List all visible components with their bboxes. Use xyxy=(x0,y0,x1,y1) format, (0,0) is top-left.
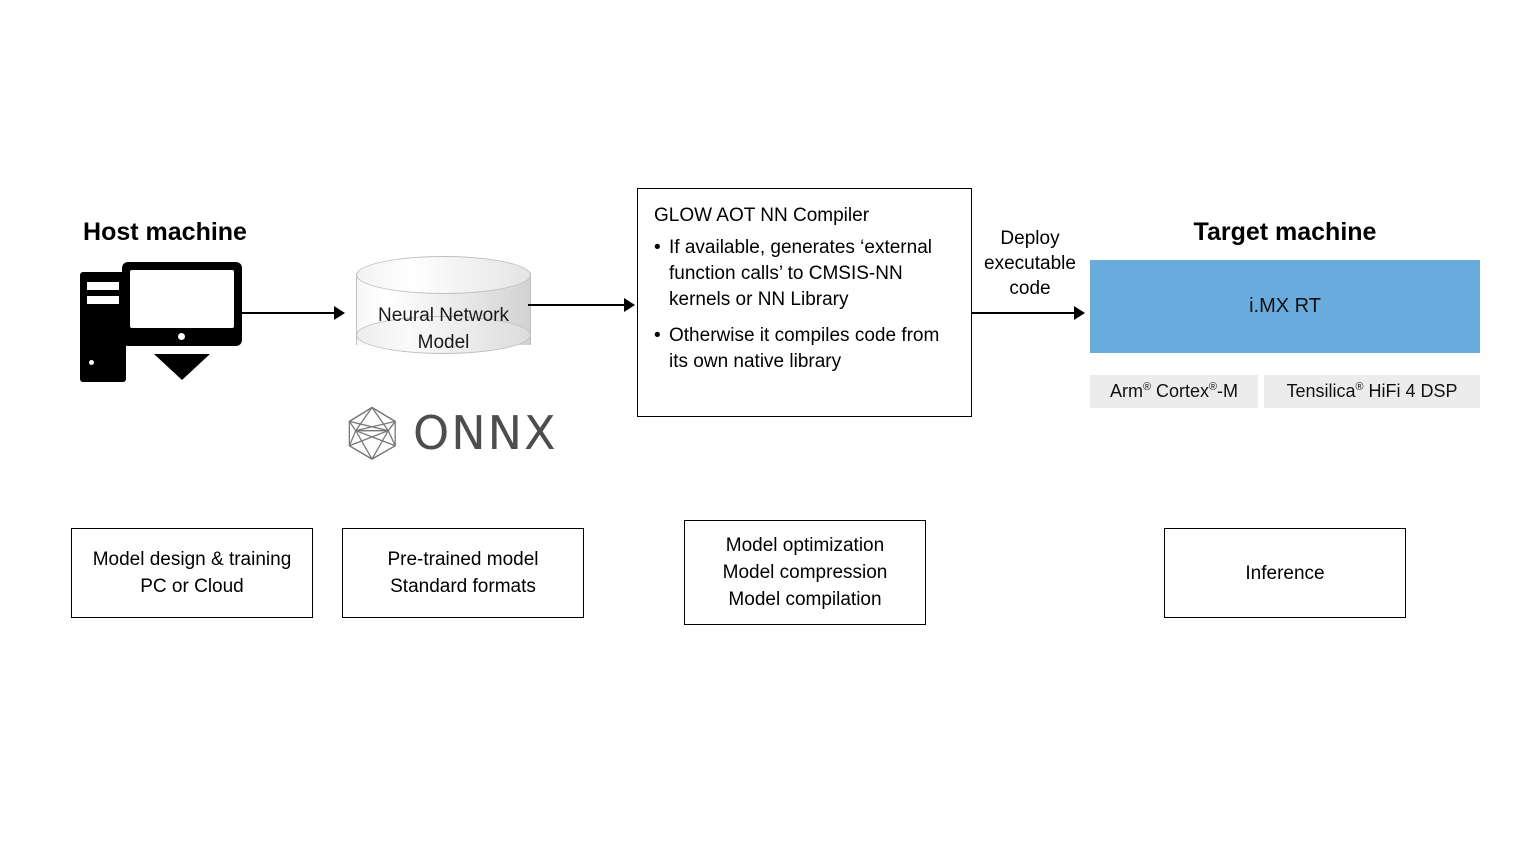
host-machine-heading: Host machine xyxy=(83,218,247,246)
model-label-line2: Model xyxy=(417,332,470,353)
arrow-host-to-model xyxy=(240,305,350,321)
compiler-bullet-item: • If available, generates ‘external function calls’ to CMSIS-NN kernels or NN Library xyxy=(654,235,955,313)
onnx-wordmark: ONNX xyxy=(413,406,558,460)
chip-arm-cortex-m-label: Arm® Cortex®-M xyxy=(1110,381,1238,401)
deploy-label-line2: executable xyxy=(984,253,1076,274)
onnx-polyhedron-icon xyxy=(343,404,401,462)
chip-tensilica-hifi4-dsp-label: Tensilica® HiFi 4 DSP xyxy=(1286,381,1458,401)
compiler-bullet-item: • Otherwise it compiles code from its own native library xyxy=(654,323,955,375)
deploy-arrow-label xyxy=(965,226,1095,301)
neural-network-model-store xyxy=(356,256,531,361)
arrow-compiler-to-target xyxy=(972,305,1092,321)
stage-box-model-optimization xyxy=(684,520,926,625)
deploy-label-line3: code xyxy=(1009,278,1051,299)
stage-line: Model optimization xyxy=(725,535,885,556)
desktop-computer-icon xyxy=(78,262,243,382)
stage-line: Model compilation xyxy=(728,589,882,610)
deploy-label-line1: Deploy xyxy=(1000,228,1060,249)
stage-line: Standard formats xyxy=(390,576,536,597)
onnx-logo xyxy=(343,404,558,462)
model-label-line1: Neural Network xyxy=(378,305,509,326)
stage-line: Model design & training xyxy=(92,549,292,570)
imx-rt-band xyxy=(1090,260,1480,353)
stage-box-model-design xyxy=(71,528,313,618)
arrow-model-to-compiler xyxy=(528,297,643,313)
stage-line: PC or Cloud xyxy=(140,576,244,597)
glow-compiler-box xyxy=(637,188,972,417)
stage-line: Pre-trained model xyxy=(387,549,539,570)
stage-box-pretrained-model xyxy=(342,528,584,618)
stage-box-inference xyxy=(1164,528,1406,618)
target-machine-heading: Target machine xyxy=(1193,218,1377,246)
chip-arm-cortex-m xyxy=(1090,375,1258,408)
imx-rt-label: i.MX RT xyxy=(1249,295,1321,317)
compiler-title: GLOW AOT NN Compiler xyxy=(654,205,870,226)
compiler-bullet-list xyxy=(654,235,955,375)
chip-tensilica-hifi4-dsp xyxy=(1264,375,1480,408)
stage-line: Inference xyxy=(1245,562,1325,584)
stage-line: Model compression xyxy=(722,562,888,583)
